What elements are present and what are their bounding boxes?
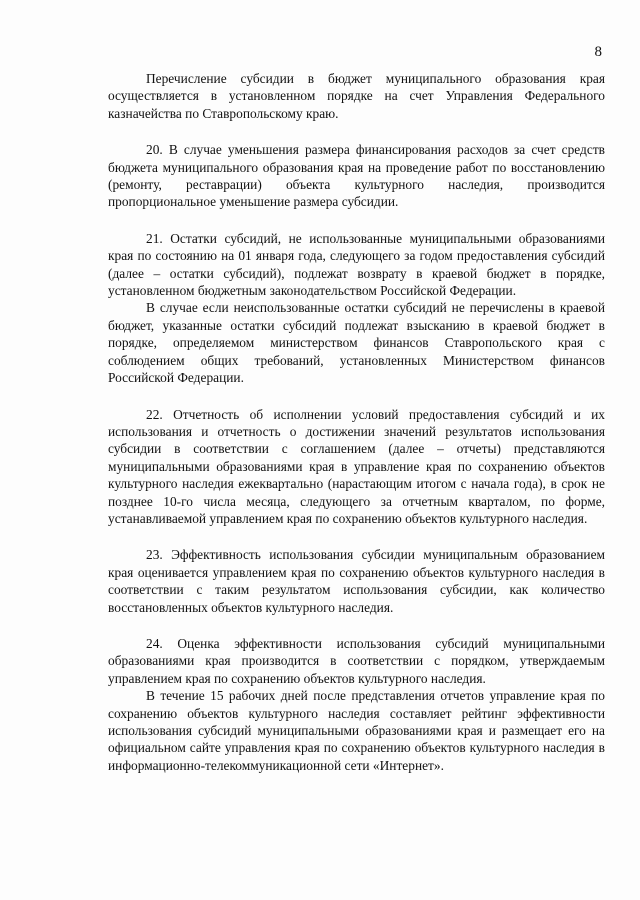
paragraph-gap xyxy=(108,211,605,230)
paragraph-gap xyxy=(108,527,605,546)
paragraph-gap xyxy=(108,387,605,406)
paragraph-gap xyxy=(108,616,605,635)
page-number: 8 xyxy=(594,44,602,60)
paragraph-22: 22. Отчетность об исполнении условий предоставления субсидий и их использования и отчетность о достижении значений результатов использования субсидии в соответствии с соглашением (далее – отчеты) представляются муниципальными образованиями края в управление края по сохранению объектов культурного наследия ежеквартально (нарастающим итогом с начала года), в срок не позднее 10-го числа месяца, следующего за отчетным кварталом, по форме, устанавливаемой управлением края по сохранению объектов культурного наследия. xyxy=(108,406,605,526)
paragraph-24: 24. Оценка эффективности использования субсидий муниципальными образованиями края производится в соответствии с порядком, утверждаемым управлением края по сохранению объектов культурного наследия. xyxy=(108,635,605,686)
paragraph-21: 21. Остатки субсидий, не использованные муниципальными образованиями края по состоянию на 01 января года, следующего за годом предоставления субсидий (далее – остатки субсидий), подлежат возврату в краевой бюджет в порядке, установленном бюджетным законодательством Российской Федерации. xyxy=(108,230,605,299)
paragraph-gap xyxy=(108,122,605,141)
paragraph-20: 20. В случае уменьшения размера финансирования расходов за счет средств бюджета муниципального образования края на проведение работ по восстановлению (ремонту, реставрации) объекта культурного наследия, производится пропорциональное уменьшение размера субсидии. xyxy=(108,142,605,210)
paragraph-23: 23. Эффективность использования субсидии муниципальным образованием края оценивается управлением края по сохранению объектов культурного наследия в соответствии с таким результатом использования субсидии, как количество восстановленных объектов культурного наследия. xyxy=(108,547,605,615)
paragraph-transfer: Перечисление субсидии в бюджет муниципального образования края осуществляется в установленном порядке на счет Управления Федерального казначейства по Ставропольскому краю. xyxy=(108,71,605,121)
paragraph-24-continued: В течение 15 рабочих дней после представления отчетов управление края по сохранению объектов культурного наследия составляет рейтинг эффективности использования субсидий муниципальными образованиями края и размещает его на официальном сайте управления края по сохранению объектов культурного наследия в информационно-телекоммуникационной сети «Интернет». xyxy=(108,688,605,773)
document-body xyxy=(108,70,605,774)
paragraph-21-continued: В случае если неиспользованные остатки субсидий не перечислены в краевой бюджет, указанные остатки субсидий подлежат взысканию в краевой бюджет в порядке, определяемом министерством финансов Ставропольского края с соблюдением общих требований, установленных Министерством финансов Российской Федерации. xyxy=(108,300,605,386)
